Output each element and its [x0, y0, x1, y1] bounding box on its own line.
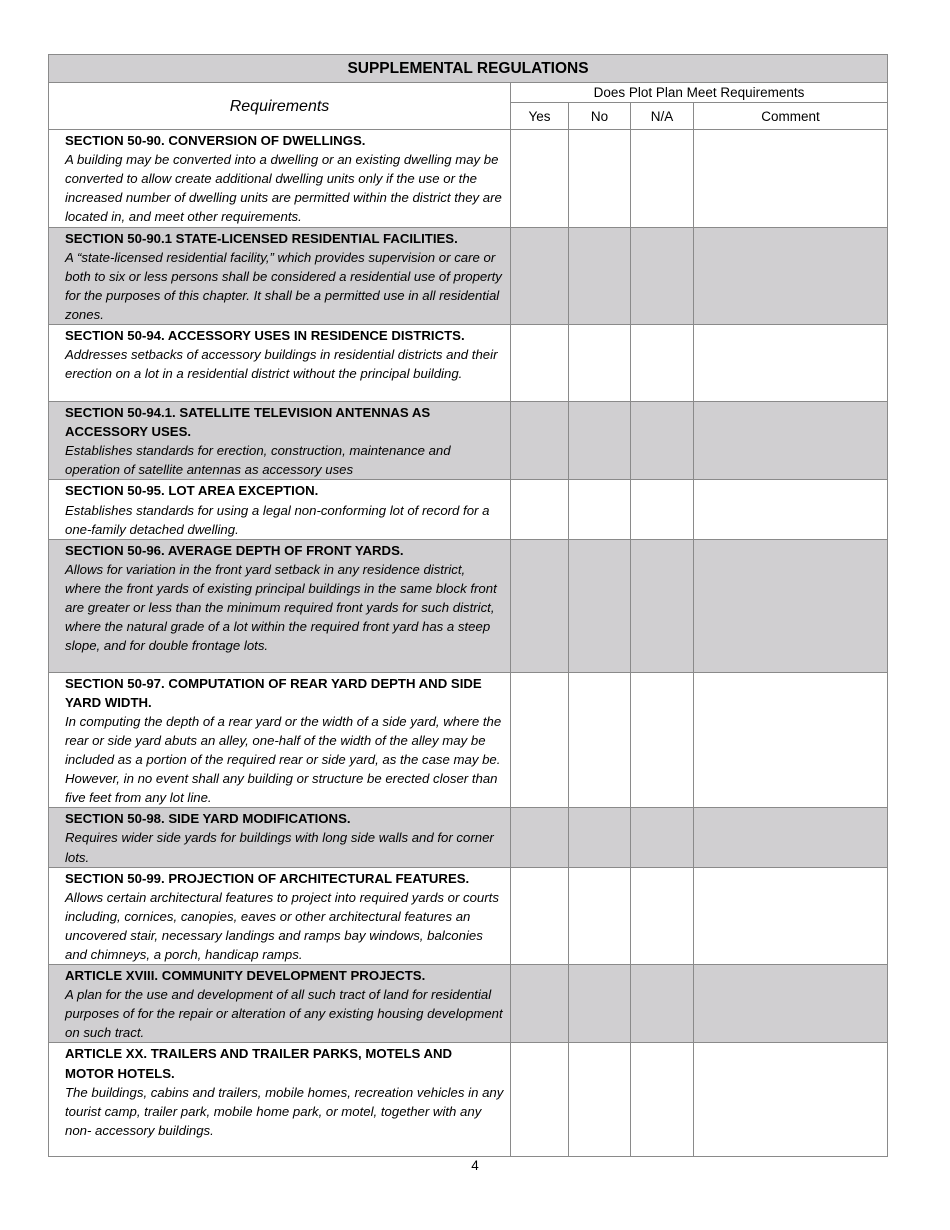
no-column-header: No [569, 103, 631, 130]
requirement-cell [49, 227, 511, 324]
section-title: ARTICLE XX. TRAILERS AND TRAILER PARKS, MOTELS AND MOTOR HOTELS. [65, 1046, 453, 1081]
table-row [49, 1043, 888, 1157]
yes-cell[interactable] [511, 808, 569, 867]
comment-cell[interactable] [694, 325, 888, 402]
requirement-cell [49, 325, 511, 402]
supplemental-regulations-table [48, 54, 888, 1157]
table-row [49, 808, 888, 867]
requirement-cell [49, 480, 511, 539]
comment-cell[interactable] [694, 539, 888, 672]
comment-cell[interactable] [694, 1043, 888, 1157]
no-cell[interactable] [569, 867, 631, 964]
no-cell[interactable] [569, 808, 631, 867]
table-row [49, 965, 888, 1043]
section-title: SECTION 50-90. CONVERSION OF DWELLINGS. [65, 133, 366, 149]
section-title: SECTION 50-90.1 STATE-LICENSED RESIDENTIAL FACILITIES. [65, 230, 458, 246]
na-cell[interactable] [631, 402, 694, 480]
section-description: A “state-licensed residential facility,” which provides supervision or care or both to six or less persons shall be considered a residential use of property for the purposes of this chapter. It shall be a permitted use in all residential zones. [65, 249, 502, 322]
section-description: Allows for variation in the front yard setback in any residence district, where the front yards of existing principal buildings in the same block front are greater or less than the minimum required front yards for such district, where the natural grade of a lot within the required front yard has a steep slope, and for double frontage lots. [65, 561, 497, 654]
yes-cell[interactable] [511, 325, 569, 402]
comment-cell[interactable] [694, 227, 888, 324]
yes-column-header: Yes [511, 103, 569, 130]
yes-cell[interactable] [511, 539, 569, 672]
section-description: Allows certain architectural features to project into required yards or courts including, cornices, canopies, eaves or other architectural features an uncovered stair, necessary landings and ramps bay windows, balconies and chimneys, a porch, handicap ramps. [65, 889, 499, 962]
table-row [49, 480, 888, 539]
na-cell[interactable] [631, 1043, 694, 1157]
yes-cell[interactable] [511, 227, 569, 324]
no-cell[interactable] [569, 672, 631, 808]
section-description: Establishes standards for using a legal non-conforming lot of record for a one-family detached dwelling. [65, 502, 490, 537]
section-title: ARTICLE XVIII. COMMUNITY DEVELOPMENT PROJECTS. [65, 968, 426, 984]
na-cell[interactable] [631, 965, 694, 1043]
yes-cell[interactable] [511, 867, 569, 964]
na-cell[interactable] [631, 325, 694, 402]
section-title: SECTION 50-99. PROJECTION OF ARCHITECTURAL FEATURES. [65, 870, 470, 886]
no-cell[interactable] [569, 480, 631, 539]
yes-cell[interactable] [511, 965, 569, 1043]
requirement-cell [49, 402, 511, 480]
na-cell[interactable] [631, 227, 694, 324]
section-title: SECTION 50-95. LOT AREA EXCEPTION. [65, 483, 319, 499]
table-row [49, 672, 888, 808]
yes-cell[interactable] [511, 1043, 569, 1157]
yes-cell[interactable] [511, 130, 569, 227]
section-description: Establishes standards for erection, construction, maintenance and operation of satellite antennas as accessory uses [65, 443, 451, 478]
na-cell[interactable] [631, 672, 694, 808]
yes-cell[interactable] [511, 672, 569, 808]
table-row [49, 130, 888, 227]
section-title: SECTION 50-96. AVERAGE DEPTH OF FRONT YARDS. [65, 542, 404, 558]
comment-cell[interactable] [694, 965, 888, 1043]
comment-cell[interactable] [694, 672, 888, 808]
section-description: Requires wider side yards for buildings with long side walls and for corner lots. [65, 830, 494, 865]
section-description: A building may be converted into a dwelling or an existing dwelling may be converted to allow create additional dwelling units only if the use or the increased number of dwelling units are permitted within the district they are located in, and meet other requirements. [65, 152, 502, 225]
requirement-cell [49, 1043, 511, 1157]
na-cell[interactable] [631, 480, 694, 539]
na-cell[interactable] [631, 867, 694, 964]
requirement-cell [49, 539, 511, 672]
no-cell[interactable] [569, 130, 631, 227]
section-title: SECTION 50-94.1. SATELLITE TELEVISION ANTENNAS AS ACCESSORY USES. [65, 405, 431, 440]
na-cell[interactable] [631, 539, 694, 672]
no-cell[interactable] [569, 325, 631, 402]
requirement-cell [49, 808, 511, 867]
no-cell[interactable] [569, 965, 631, 1043]
na-cell[interactable] [631, 130, 694, 227]
meets-requirements-header: Does Plot Plan Meet Requirements [511, 83, 888, 103]
comment-column-header: Comment [694, 103, 888, 130]
section-title: SECTION 50-98. SIDE YARD MODIFICATIONS. [65, 811, 351, 827]
na-column-header: N/A [631, 103, 694, 130]
table-row [49, 227, 888, 324]
section-title: SECTION 50-97. COMPUTATION OF REAR YARD DEPTH AND SIDE YARD WIDTH. [65, 675, 482, 710]
no-cell[interactable] [569, 402, 631, 480]
requirement-cell [49, 867, 511, 964]
comment-cell[interactable] [694, 480, 888, 539]
requirement-cell [49, 130, 511, 227]
no-cell[interactable] [569, 1043, 631, 1157]
section-title: SECTION 50-94. ACCESSORY USES IN RESIDENCE DISTRICTS. [65, 328, 465, 344]
requirement-cell [49, 965, 511, 1043]
section-description: The buildings, cabins and trailers, mobile homes, recreation vehicles in any tourist camp, trailer park, mobile home park, or motel, together with any non- accessory buildings. [65, 1084, 504, 1138]
table-row [49, 325, 888, 402]
yes-cell[interactable] [511, 402, 569, 480]
yes-cell[interactable] [511, 480, 569, 539]
page-number: 4 [471, 1158, 479, 1173]
section-description: In computing the depth of a rear yard or the width of a side yard, where the rear or side yard abuts an alley, one-half of the width of the alley may be included as a portion of the required rear or side yard, as the case may be. However, in no event shall any building or structure be erected closer than five feet from any lot line. [65, 713, 502, 806]
table-title: SUPPLEMENTAL REGULATIONS [49, 55, 888, 83]
table-row [49, 539, 888, 672]
no-cell[interactable] [569, 227, 631, 324]
section-description: A plan for the use and development of all such tract of land for residential purposes of for the repair or alteration of any existing housing development on such tract. [65, 987, 503, 1041]
table-row [49, 867, 888, 964]
requirements-header: Requirements [49, 83, 511, 130]
table-row [49, 402, 888, 480]
comment-cell[interactable] [694, 130, 888, 227]
comment-cell[interactable] [694, 867, 888, 964]
requirement-cell [49, 672, 511, 808]
comment-cell[interactable] [694, 808, 888, 867]
section-description: Addresses setbacks of accessory buildings in residential districts and their erection on a lot in a residential district without the principal building. [65, 347, 498, 382]
no-cell[interactable] [569, 539, 631, 672]
na-cell[interactable] [631, 808, 694, 867]
comment-cell[interactable] [694, 402, 888, 480]
